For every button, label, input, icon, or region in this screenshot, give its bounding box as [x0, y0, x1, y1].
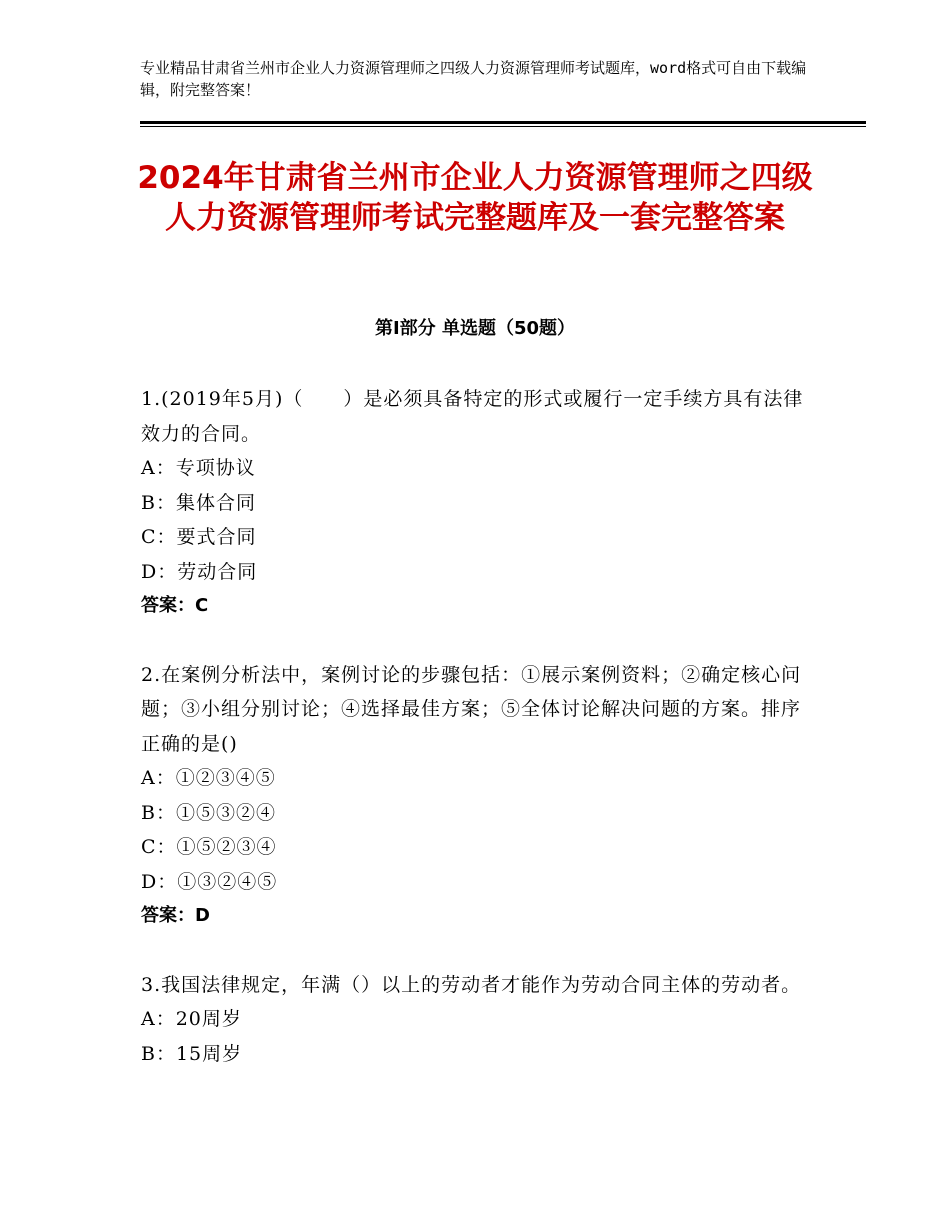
question-stem: 3.我国法律规定，年满（）以上的劳动者才能作为劳动合同主体的劳动者。 — [141, 973, 802, 996]
header-note: 专业精品甘肃省兰州市企业人力资源管理师之四级人力资源管理师考试题库，word格式可自由下载编辑，附完整答案！ — [140, 59, 807, 99]
question-stem: 2.在案例分析法中，案例讨论的步骤包括：①展示案例资料；②确定核心问题；③小组分别讨论；④选择最佳方案；⑤全体讨论解决问题的方案。排序正确的是() — [141, 663, 802, 755]
question-answer: 答案：C — [141, 595, 209, 616]
question-option-d: D：①③②④⑤ — [141, 870, 278, 893]
question-list — [141, 382, 811, 1105]
question-option-d: D：劳动合同 — [141, 560, 258, 583]
question-stem: 1.(2019年5月)（ ）是必须具备特定的形式或履行一定手续方具有法律效力的合同。 — [141, 388, 804, 445]
question-option-a: A：专项协议 — [141, 457, 256, 479]
question-3 — [141, 968, 811, 1072]
question-option-c: C：①⑤②③④ — [141, 836, 277, 858]
question-option-c: C：要式合同 — [141, 526, 257, 548]
header-rule-thick — [140, 121, 866, 124]
question-option-b: B：15周岁 — [141, 1042, 243, 1065]
question-option-b: B：集体合同 — [141, 491, 256, 514]
question-1 — [141, 382, 811, 624]
question-option-b: B：①⑤③②④ — [141, 801, 276, 824]
question-2 — [141, 658, 811, 934]
section-title: 第Ⅰ部分 单选题（50题） — [374, 318, 575, 339]
question-option-a: A：①②③④⑤ — [141, 767, 276, 789]
document-title: 2024年甘肃省兰州市企业人力资源管理师之四级人力资源管理师考试完整题库及一套完整答案 — [137, 160, 813, 236]
header-rule-thin — [140, 126, 866, 127]
question-answer: 答案：D — [141, 905, 210, 926]
question-option-a: A：20周岁 — [141, 1008, 242, 1030]
